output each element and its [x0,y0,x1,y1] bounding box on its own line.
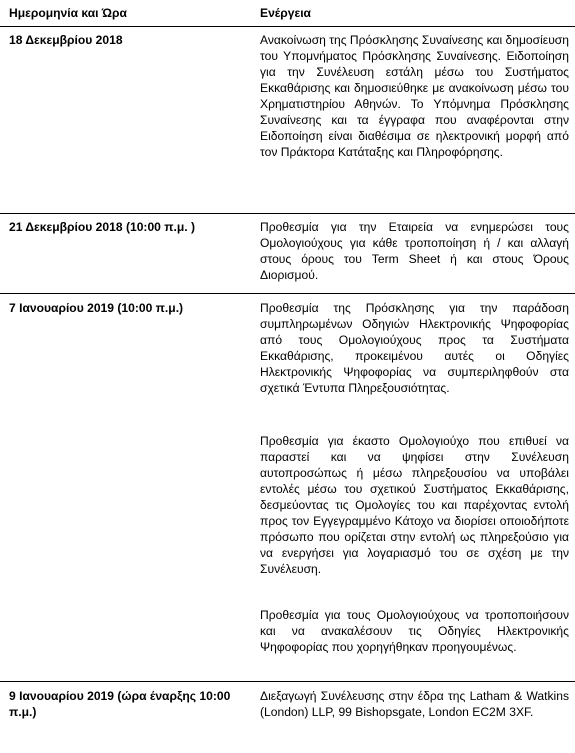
date-column-header: Ημερομηνία και Ώρα [9,6,127,20]
row-action [260,688,569,720]
action-paragraph: Διεξαγωγή Συνέλευσης στην έδρα της Latham & Watkins (London) LLP, 99 Bishopsgate, London EC2M 3XF. [260,689,569,719]
action-paragraph: Προθεσμία για έκαστο Ομολογιούχο που επιθυεί να παραστεί και να ψηφίσει στην Συνέλευση αυτοπροσώπως ή μέσω πληρεξουσίου να υποβάλει εντολές μέσω του σχετικού Συστήματος Εκκαθάρισης, δεσμεύοντας τις Ομολογίες του και παρέχοντας εντολή προς τον Εγγεγραμμένο Κάτοχο να διορίσει οποιοδήποτε πρόσωπο που ορίζεται στην εντολή ως πληρεξούσιο για να ενεργήσει για λογαριασμό του σε σχέση με την Συνέλευση. [260,434,569,576]
row-date: 9 Ιανουαρίου 2019 (ώρα έναρξης 10:00 π.μ.) [9,689,231,719]
row-action [260,433,569,577]
row-action [260,32,569,160]
table-header [0,5,575,23]
action-column-header: Ενέργεια [260,6,311,20]
action-paragraph: Προθεσμία για τους Ομολογιούχους να τροποποιήσουν και να ανακαλέσουν τις Οδηγίες Ηλεκτρονικής Ψηφοφορίας που χορηγήθηκαν προηγουμένως. [260,608,569,654]
row-date: 7 Ιανουαρίου 2019 (10:00 π.μ.) [9,301,184,315]
row-action [260,219,569,283]
row-date: 21 Δεκεμβρίου 2018 (10:00 π.μ. ) [9,220,196,234]
row-date: 18 Δεκεμβρίου 2018 [9,33,123,47]
action-paragraph: Ανακοίνωση της Πρόσκλησης Συναίνεσης και δημοσίευση του Υπομνήματος Πρόσκλησης Συναίνεσης. Ειδοποίηση για την Συνέλευση εστάλη μέσω του Συστήματος Εκκαθάρισης και δημοσιεύθηκε με ανακοίνωση μέσω του Χρηματιστηρίου Αθηνών. Το Υπόμνημα Πρόσκλησης Συναίνεσης και τα έγγραφα που αναφέρονται στην Ειδοποίηση είναι διαθέσιμα σε ηλεκτρονική μορφή από τον Πράκτορα Κατάταξης και Πληροφόρησης. [260,33,569,159]
divider [0,26,575,27]
action-paragraph: Προθεσμία για την Εταιρεία να ενημερώσει τους Ομολογιούχους για κάθε τροποποίηση ή / και αλλαγή στους όρους του Term Sheet ή και στους Όρους Διορισμού. [260,220,569,282]
action-paragraph: Προθεσμία της Πρόσκλησης για την παράδοση συμπληρωμένων Οδηγιών Ηλεκτρονικής Ψηφοφορίας από τους Ομολογιούχους προς τα Συστήματα Εκκαθάρισης, προκειμένου αυτές οι Οδηγίες Ηλεκτρονικής Ψηφοφορίας να συμπεριληφθούν στα σχετικά Έντυπα Πληρεξουσιότητας. [260,301,569,395]
row-action [260,607,569,655]
divider [0,293,575,294]
row-action [260,300,569,396]
divider [0,681,575,682]
divider [0,213,575,214]
